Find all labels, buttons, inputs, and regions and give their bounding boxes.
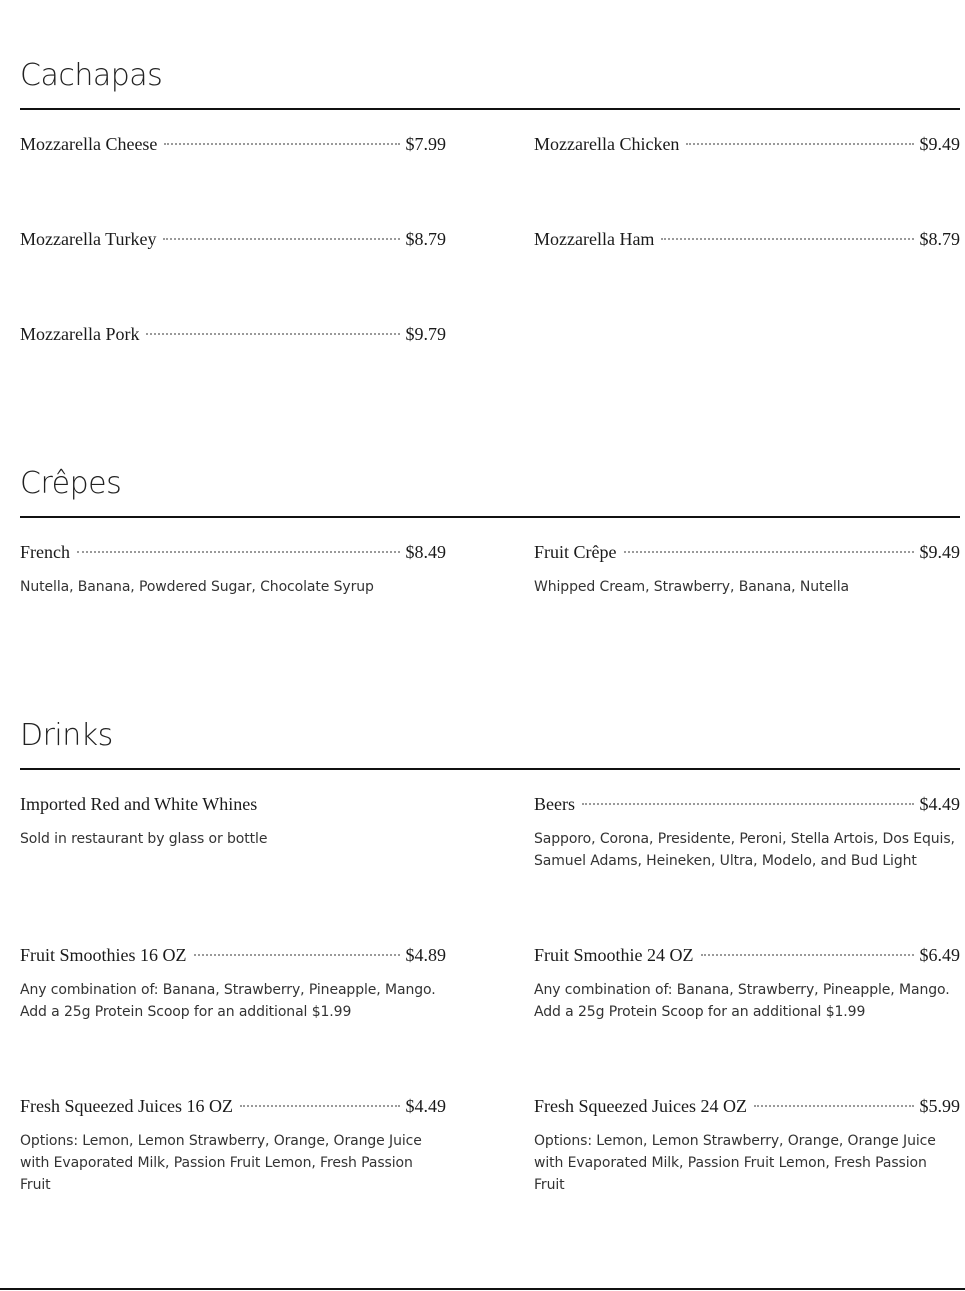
menu-item [20,132,446,156]
dot-leader [194,954,400,956]
item-name: Mozzarella Chicken [534,134,680,154]
item-description: Sapporo, Corona, Presidente, Peroni, Stella Artois, Dos Equis, Samuel Adams, Heineken, Ultra, Modelo, and Bud Light [534,831,955,869]
section-divider [20,108,960,110]
item-price: $4.49 [405,1096,446,1116]
item-name: Mozzarella Ham [534,229,655,249]
dot-leader [163,238,399,240]
section-title: Crêpes [20,466,122,501]
menu-item [534,943,960,1023]
dot-leader [146,333,399,335]
item-description: Options: Lemon, Lemon Strawberry, Orange, Orange Juice with Evaporated Milk, Passion Fruit Lemon, Fresh Passion Fruit [20,1133,422,1193]
section-title: Cachapas [20,58,163,93]
item-price: $9.49 [919,134,960,154]
item-description: Any combination of: Banana, Strawberry, Pineapple, Mango. Add a 25g Protein Scoop for an additional $1.99 [534,982,950,1020]
menu-item [534,132,960,156]
dot-leader [240,1105,400,1107]
section-divider [20,516,960,518]
item-name: Imported Red and White Whines [20,794,258,814]
section-drinks [20,716,960,1193]
menu-item [534,227,960,251]
item-price: $9.49 [919,542,960,562]
dot-leader [77,551,400,553]
dot-leader [686,143,913,145]
dot-leader [164,143,399,145]
item-price: $8.79 [405,229,446,249]
item-price: $6.49 [919,945,960,965]
section-cachapas [20,56,960,344]
menu-item [20,1094,446,1196]
item-price: $4.49 [919,794,960,814]
menu-item [534,1094,960,1196]
dot-leader [701,954,914,956]
menu-item [534,540,960,598]
menu-item [20,792,446,850]
footer-divider [0,1288,965,1290]
item-name: Beers [534,794,575,814]
dot-leader [624,551,914,553]
item-name: Fresh Squeezed Juices 24 OZ [534,1096,747,1116]
section-crepes [20,464,960,595]
item-name: French [20,542,70,562]
menu-item [534,792,960,872]
item-description: Options: Lemon, Lemon Strawberry, Orange, Orange Juice with Evaporated Milk, Passion Fruit Lemon, Fresh Passion Fruit [534,1133,936,1193]
item-price: $9.79 [405,324,446,344]
item-description: Sold in restaurant by glass or bottle [20,831,268,847]
item-name: Fruit Crêpe [534,542,617,562]
menu-item [20,322,446,346]
item-price: $5.99 [919,1096,960,1116]
menu-item [20,540,446,598]
item-name: Fruit Smoothies 16 OZ [20,945,187,965]
item-description: Whipped Cream, Strawberry, Banana, Nutella [534,579,849,595]
item-price: $7.99 [405,134,446,154]
item-name: Fruit Smoothie 24 OZ [534,945,694,965]
section-divider [20,768,960,770]
item-price: $8.49 [405,542,446,562]
item-price: $8.79 [919,229,960,249]
menu-item [20,943,446,1023]
item-price: $4.89 [405,945,446,965]
item-description: Nutella, Banana, Powdered Sugar, Chocolate Syrup [20,579,374,595]
item-name: Mozzarella Cheese [20,134,158,154]
item-description: Any combination of: Banana, Strawberry, Pineapple, Mango. Add a 25g Protein Scoop for an additional $1.99 [20,982,436,1020]
dot-leader [582,803,914,805]
item-name: Mozzarella Pork [20,324,140,344]
item-name: Fresh Squeezed Juices 16 OZ [20,1096,233,1116]
dot-leader [661,238,913,240]
item-name: Mozzarella Turkey [20,229,157,249]
section-title: Drinks [20,718,113,753]
menu-item [20,227,446,251]
dot-leader [754,1105,914,1107]
